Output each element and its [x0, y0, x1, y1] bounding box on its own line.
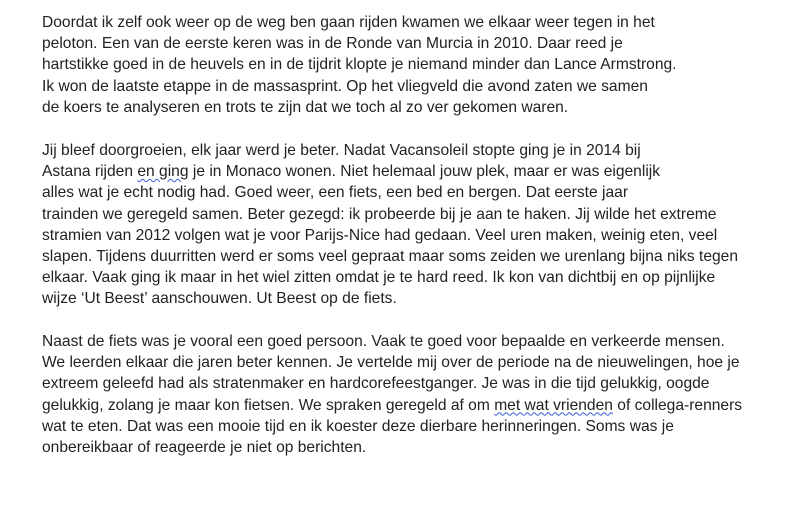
text-segment: Naast de fiets was je vooral een goed persoon. Vaak te goed voor bepaalde en verkeerde mensen.	[42, 333, 725, 350]
text-segment: de koers te analyseren en trots te zijn dat we toch al zo ver gekomen waren.	[42, 98, 569, 116]
text-line	[42, 161, 787, 182]
text-line	[42, 97, 787, 118]
spellcheck-underlined-text[interactable]: en ging	[137, 163, 189, 181]
text-segment: stramien van 2012 volgen wat je voor Parijs-Nice had gedaan. Veel uren maken, weinig eten, veel	[42, 226, 718, 244]
text-line	[42, 246, 787, 267]
text-segment: Ik won de laatste etappe in de massasprint. Op het vliegveld die avond zaten we samen	[42, 77, 648, 95]
text-line	[42, 54, 787, 75]
spellcheck-underlined-text[interactable]: met wat vrienden	[494, 396, 613, 414]
text-line	[42, 288, 787, 309]
text-line	[42, 267, 787, 288]
text-line	[42, 76, 787, 97]
paragraph-2	[42, 140, 787, 310]
text-line	[42, 204, 787, 225]
text-line	[42, 225, 787, 246]
paragraph-1	[42, 12, 787, 118]
paragraph-3	[42, 331, 787, 458]
text-segment: Doordat ik zelf ook weer op de weg ben gaan rijden kwamen we elkaar weer tegen in het	[42, 14, 655, 31]
text-line	[42, 373, 787, 394]
text-line	[42, 331, 787, 352]
text-line	[42, 416, 787, 437]
text-segment: wat te eten. Dat was een mooie tijd en ik koester deze dierbare herinneringen. Soms was je	[42, 417, 674, 435]
text-segment: We leerden elkaar die jaren beter kennen. Je vertelde mij over de periode na de nieuwelingen, hoe je	[42, 354, 740, 372]
text-line	[42, 437, 787, 458]
text-segment: elkaar. Vaak ging ik maar in het wiel zitten omdat je te hard reed. Ik kon van dichtbij en op pijnlijke	[42, 269, 716, 287]
text-line	[42, 12, 787, 33]
text-segment: hartstikke goed in de heuvels en in de tijdrit klopte je niemand minder dan Lance Armstrong.	[42, 56, 677, 74]
text-segment: je in Monaco wonen. Niet helemaal jouw plek, maar er was eigenlijk	[188, 163, 661, 181]
text-segment: peloton. Een van de eerste keren was in de Ronde van Murcia in 2010. Daar reed je	[42, 35, 623, 53]
text-segment: trainden we geregeld samen. Beter gezegd: ik probeerde bij je aan te haken. Jij wilde het extreme	[42, 205, 717, 223]
text-segment: alles wat je echt nodig had. Goed weer, een fiets, een bed en bergen. Dat eerste jaar	[42, 184, 629, 202]
text-segment: wijze ‘Ut Beest’ aanschouwen. Ut Beest op de fiets.	[42, 290, 397, 308]
text-segment: Jij bleef doorgroeien, elk jaar werd je beter. Nadat Vacansoleil stopte ging je in 2014 bij	[42, 142, 641, 159]
text-segment: onbereikbaar of reageerde je niet op berichten.	[42, 438, 367, 456]
text-segment: Astana rijden	[42, 163, 138, 181]
text-segment: extreem geleefd had als stratenmaker en hardcorefeestganger. Je was in die tijd gelukkig, oogde	[42, 375, 710, 393]
text-segment: gelukkig, zolang je maar kon fietsen. We spraken geregeld af om	[42, 396, 495, 414]
text-line	[42, 395, 787, 416]
text-line	[42, 33, 787, 54]
text-segment: slapen. Tijdens duurritten werd er soms veel gepraat maar soms zeiden we urenlang bijna niks tegen	[42, 247, 739, 265]
text-line	[42, 182, 787, 203]
text-line	[42, 352, 787, 373]
text-line	[42, 140, 787, 161]
text-segment: of collega-renners	[612, 396, 743, 414]
